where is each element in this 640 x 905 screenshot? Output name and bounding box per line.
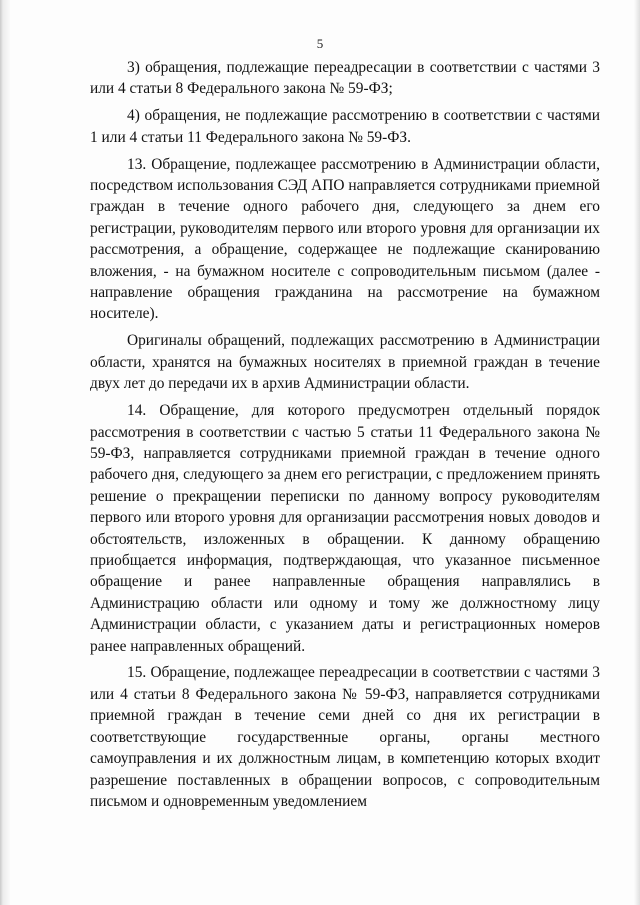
paragraph-originals: Оригиналы обращений, подлежащих рассмотрению в Администрации области, хранятся на бумажных носителях в приемной граждан в течение двух лет до передачи их в архив Администрации области.: [90, 332, 600, 393]
paragraph-15: 15. Обращение, подлежащее переадресации в соответствии с частями 3 или 4 статьи 8 Федерального закона № 59-ФЗ, направляется сотрудниками приемной граждан в течение семи дней со дня их регистрации в соответствующие государственные органы, органы местного самоуправления и их должностным лицам, в компетенцию которых входит разрешение поставленных в обращении вопросов, с сопроводительным письмом и одновременным уведомлением: [90, 664, 600, 810]
document-body: [90, 57, 600, 818]
paragraph-14: 14. Обращение, для которого предусмотрен отдельный порядок рассмотрения в соответствии с частью 5 статьи 11 Федерального закона № 59-ФЗ, направляется сотрудниками приемной граждан в течение одного рабочего дня, следующего за днем его регистрации, с предложением принять решение о прекращении переписки по данному вопросу руководителям первого или второго уровня для организации рассмотрения новых доводов и обстоятельств, изложенных в обращении. К данному обращению приобщается информация, подтверждающая, что указанное письменное обращение и ранее направленные обращения направлялись в Администрацию области или одному и тому же должностному лицу Администрации области, с указанием даты и регистрационных номеров ранее направленных обращений.: [90, 402, 600, 655]
paragraph-13: 13. Обращение, подлежащее рассмотрению в Администрации области, посредством использования СЭД АПО направляется сотрудниками приемной граждан в течение одного рабочего дня, следующего за днем его регистрации, руководителям первого или второго уровня для организации их рассмотрения, а обращение, содержащее не подлежащие сканированию вложения, - на бумажном носителе с сопроводительным письмом (далее - направление обращения гражданина на рассмотрение на бумажном носителе).: [90, 155, 600, 323]
paragraph-item-4: 4) обращения, не подлежащие рассмотрению в соответствии с частями 1 или 4 статьи 11 Федерального закона № 59-ФЗ.: [90, 107, 600, 146]
page-number: 5: [316, 36, 324, 51]
paragraph-item-3: 3) обращения, подлежащие переадресации в соответствии с частями 3 или 4 статьи 8 Федерального закона № 59-ФЗ;: [90, 59, 600, 98]
scan-edge-shadow: [0, 0, 10, 905]
scan-edge-shadow-right: [634, 0, 640, 905]
